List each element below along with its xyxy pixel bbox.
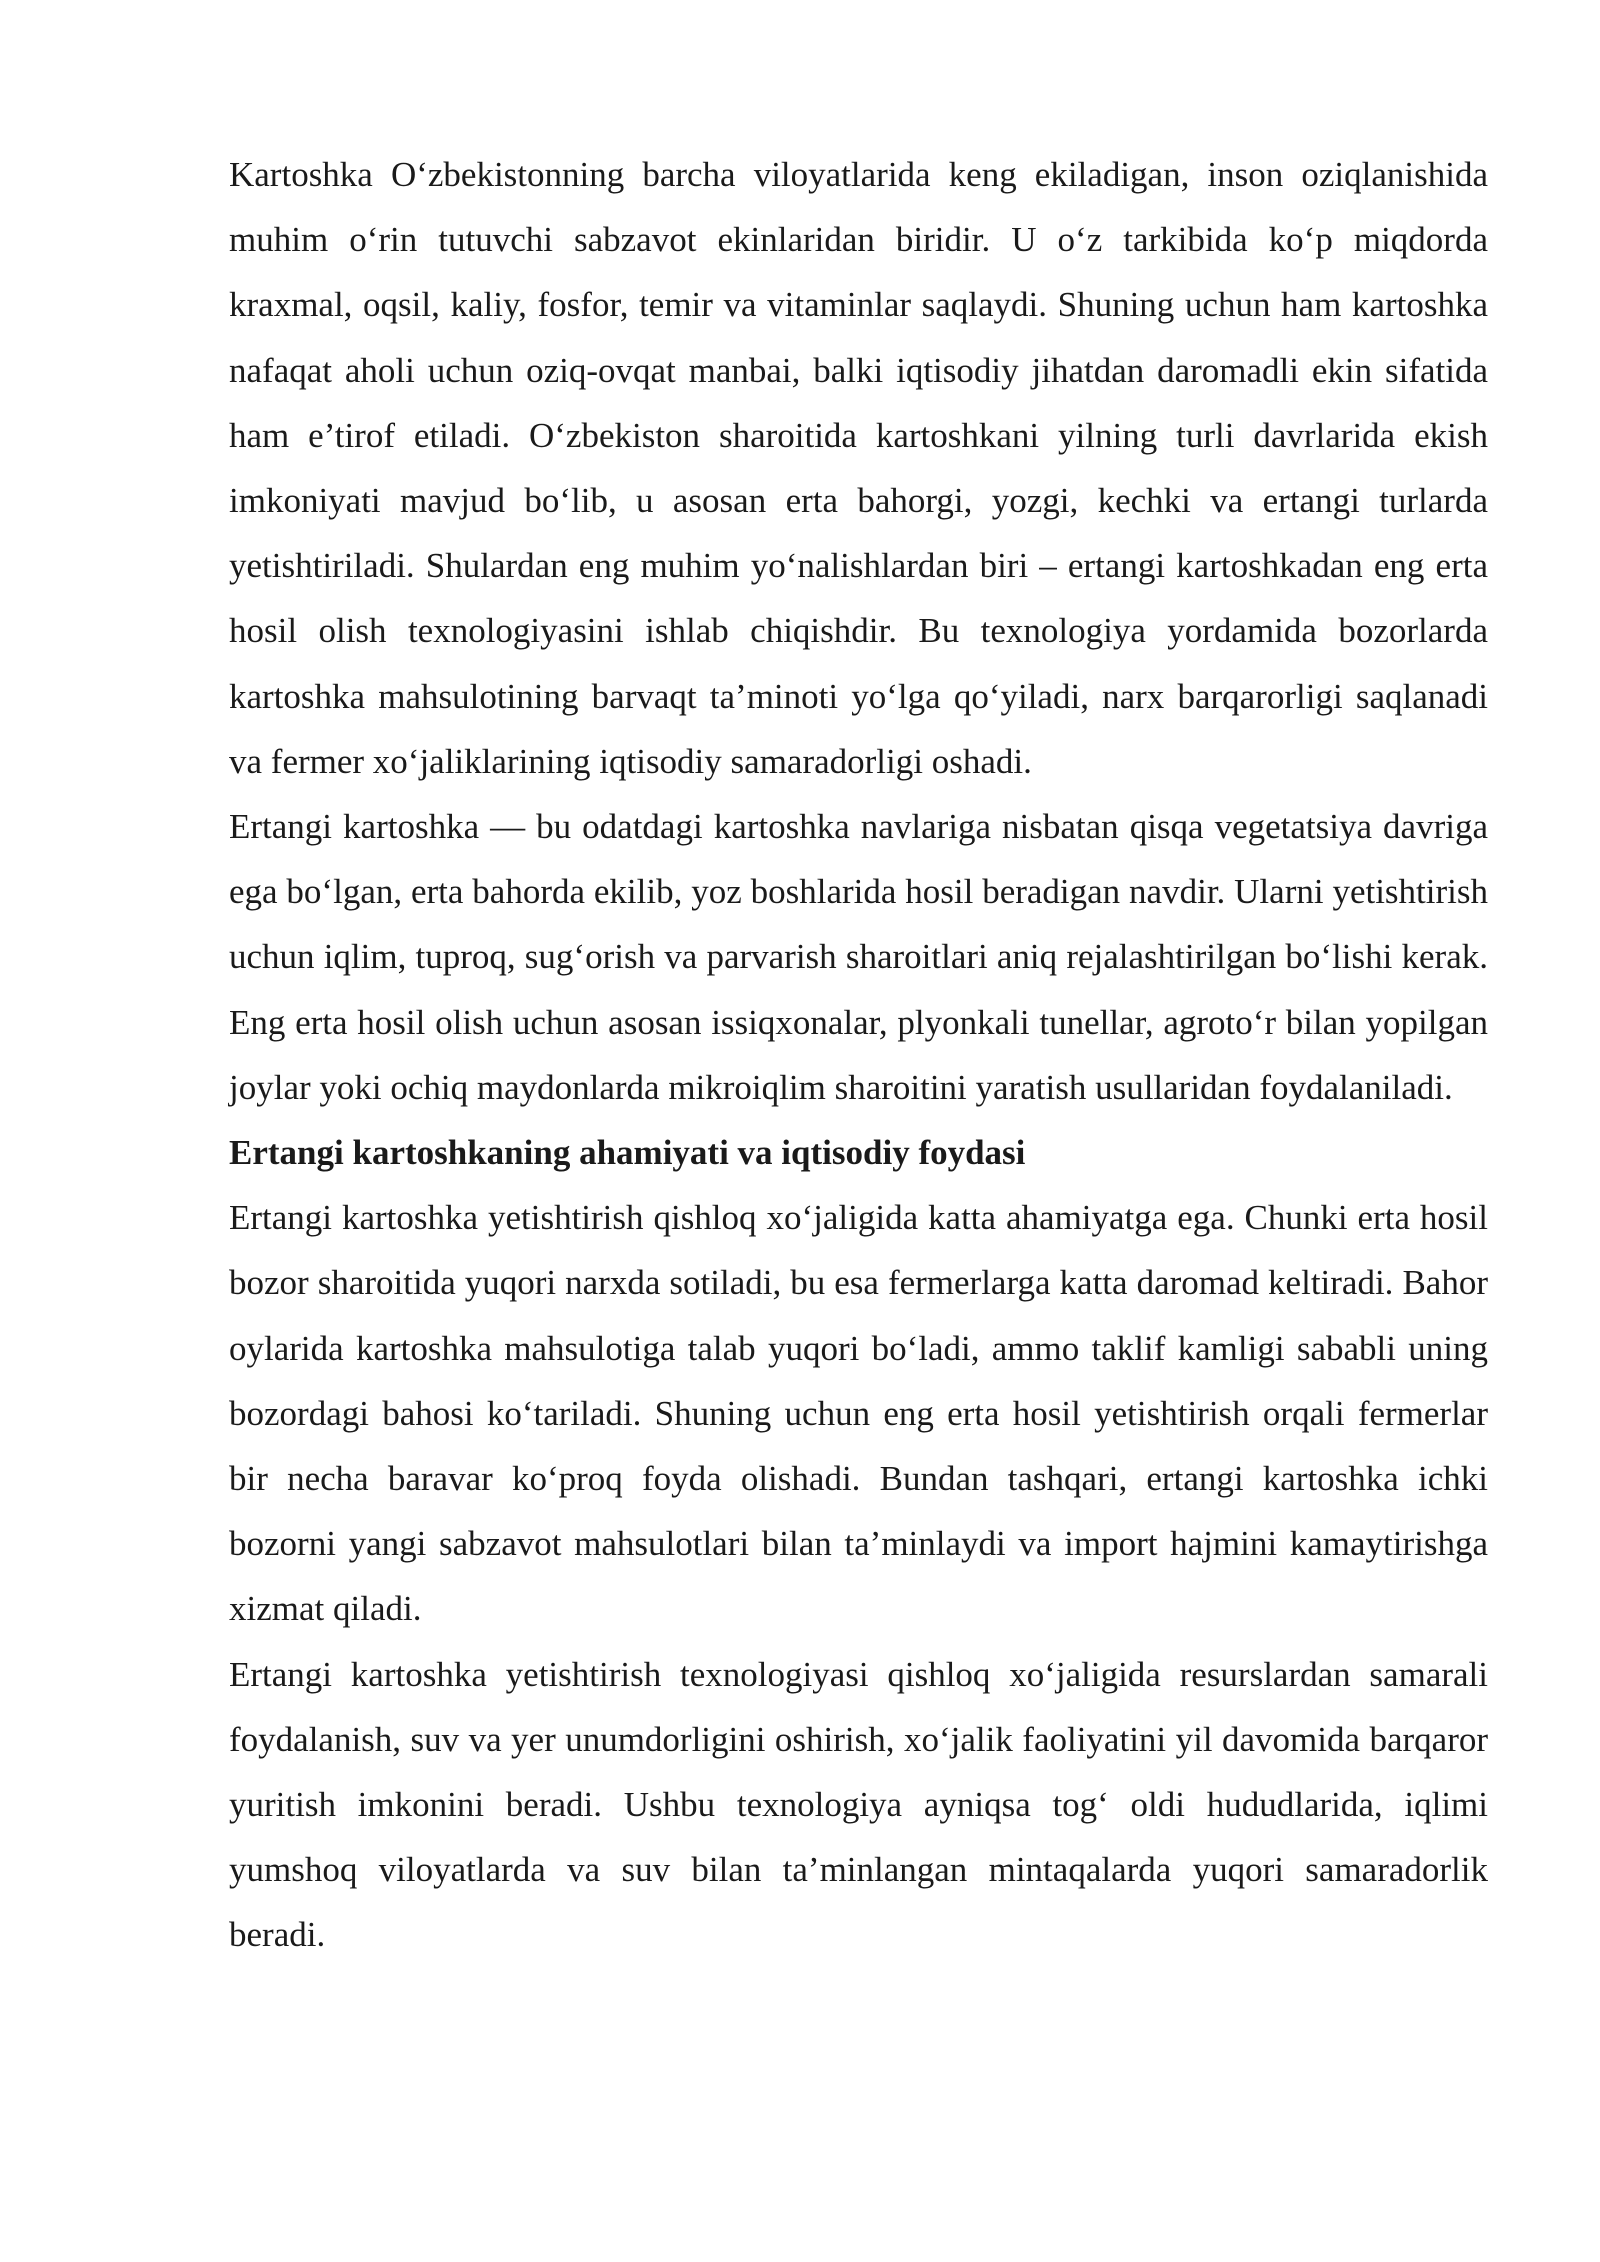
body-paragraph: Ertangi kartoshka yetishtirish texnologiyasi qishloq xo‘jaligida resurslardan samarali foydalanish, suv va yer unumdorligini oshirish, xo‘jalik faoliyatini yil davomida barqaror yuritish imkonini beradi. Ushbu texnologiya ayniqsa tog‘ oldi hududlarida, iqlimi yumshoq viloyatlarda va suv bilan ta’minlangan mintaqalarda yuqori samaradorlik beradi. [229,1654,1488,1955]
body-paragraph: Ertangi kartoshka — bu odatdagi kartoshka navlariga nisbatan qisqa vegetatsiya davriga ega bo‘lgan, erta bahorda ekilib, yoz boshlarida hosil beradigan navdir. Ularni yetishtirish uchun iqlim, tuproq, sug‘orish va parvarish sharoitlari aniq rejalashtirilgan bo‘lishi kerak. Eng erta hosil olish uchun asosan issiqxonalar, plyonkali tunellar, agroto‘r bilan yopilgan joylar yoki ochiq maydonlarda mikroiqlim sharoitini yaratish usullaridan foydalaniladi. [229,807,1488,1107]
document-page [229,142,1488,1968]
body-paragraph: Kartoshka O‘zbekistonning barcha viloyatlarida keng ekiladigan, inson oziqlanishida muhim o‘rin tutuvchi sabzavot ekinlaridan biridir. U o‘z tarkibida ko‘p miqdorda kraxmal, oqsil, kaliy, fosfor, temir va vitaminlar saqlaydi. Shuning uchun ham kartoshka nafaqat aholi uchun oziq-ovqat manbai, balki iqtisodiy jihatdan daromadli ekin sifatida ham e’tirof etiladi. O‘zbekiston sharoitida kartoshkani yilning turli davrlarida ekish imkoniyati mavjud bo‘lib, u asosan erta bahorgi, yozgi, kechki va ertangi turlarda yetishtiriladi. Shulardan eng muhim yo‘nalishlardan biri – ertangi kartoshkadan eng erta hosil olish texnologiyasini ishlab chiqishdir. Bu texnologiya yordamida bozorlarda kartoshka mahsulotining barvaqt ta’minoti yo‘lga qo‘yiladi, narx barqarorligi saqlanadi va fermer xo‘jaliklarining iqtisodiy samaradorligi oshadi. [229,155,1488,781]
section-heading: Ertangi kartoshkaning ahamiyati va iqtisodiy foydasi [229,1133,1026,1173]
body-paragraph: Ertangi kartoshka yetishtirish qishloq xo‘jaligida katta ahamiyatga ega. Chunki erta hosil bozor sharoitida yuqori narxda sotiladi, bu esa fermerlarga katta daromad keltiradi. Bahor oylarida kartoshka mahsulotiga talab yuqori bo‘ladi, ammo taklif kamligi sababli uning bozordagi bahosi ko‘tariladi. Shuning uchun eng erta hosil yetishtirish orqali fermerlar bir necha baravar ko‘proq foyda olishadi. Bundan tashqari, ertangi kartoshka ichki bozorni yangi sabzavot mahsulotlari bilan ta’minlaydi va import hajmini kamaytirishga xizmat qiladi. [229,1198,1488,1629]
